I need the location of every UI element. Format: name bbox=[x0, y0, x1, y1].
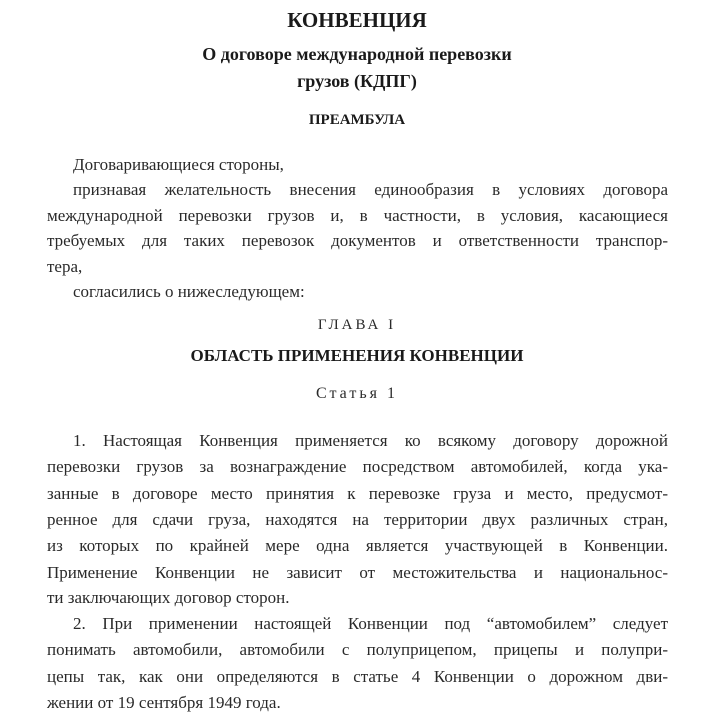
article-line: 1. Настоящая Конвенция применяется ко всякому договору дорожной bbox=[73, 431, 668, 450]
preamble-line: согласились о нижеследующем: bbox=[73, 282, 305, 301]
preamble-line: Договаривающиеся стороны, bbox=[73, 155, 284, 174]
article-line: занные в договоре место принятия к перевозке груза и место, предусмот- bbox=[47, 484, 668, 503]
document-subtitle-line-1: О договоре международной перевозки bbox=[202, 44, 512, 64]
article-line: понимать автомобили, автомобили с полуприцепом, прицепы и полупри- bbox=[47, 640, 668, 659]
preamble-heading: ПРЕАМБУЛА bbox=[308, 112, 406, 128]
preamble-line: международной перевозки грузов и, в частности, в условия, касающиеся bbox=[47, 206, 668, 225]
preamble-line: тера, bbox=[47, 257, 83, 276]
chapter-title: ОБЛАСТЬ ПРИМЕНЕНИЯ КОНВЕНЦИИ bbox=[190, 346, 524, 365]
article-line: перевозки грузов за вознаграждение посредством автомобилей, когда ука- bbox=[47, 457, 668, 476]
article-line: из которых по крайней мере одна является участвующей в Конвенции. bbox=[47, 536, 668, 555]
chapter-label: ГЛАВА I bbox=[317, 317, 397, 333]
article-line: ренное для сдачи груза, находятся на территории двух различных стран, bbox=[47, 510, 668, 529]
article-line: 2. При применении настоящей Конвенции под “автомобилем” следует bbox=[73, 614, 668, 633]
article-line: Применение Конвенции не зависит от местожительства и национальнос- bbox=[47, 563, 668, 582]
article-line: жении от 19 сентября 1949 года. bbox=[47, 693, 281, 712]
document-subtitle-line-2: грузов (КДПГ) bbox=[297, 71, 417, 91]
document-title: КОНВЕНЦИЯ bbox=[287, 8, 427, 32]
preamble-line: требуемых для таких перевозок документов и ответственности транспор- bbox=[47, 231, 668, 250]
article-line: ти заключающих договор сторон. bbox=[47, 588, 290, 607]
article-heading: Статья 1 bbox=[316, 385, 398, 402]
preamble-line: признавая желательность внесения единообразия в условиях договора bbox=[73, 180, 668, 199]
article-line: цепы так, как они определяются в статье 4 Конвенции о дорожном дви- bbox=[47, 667, 668, 686]
